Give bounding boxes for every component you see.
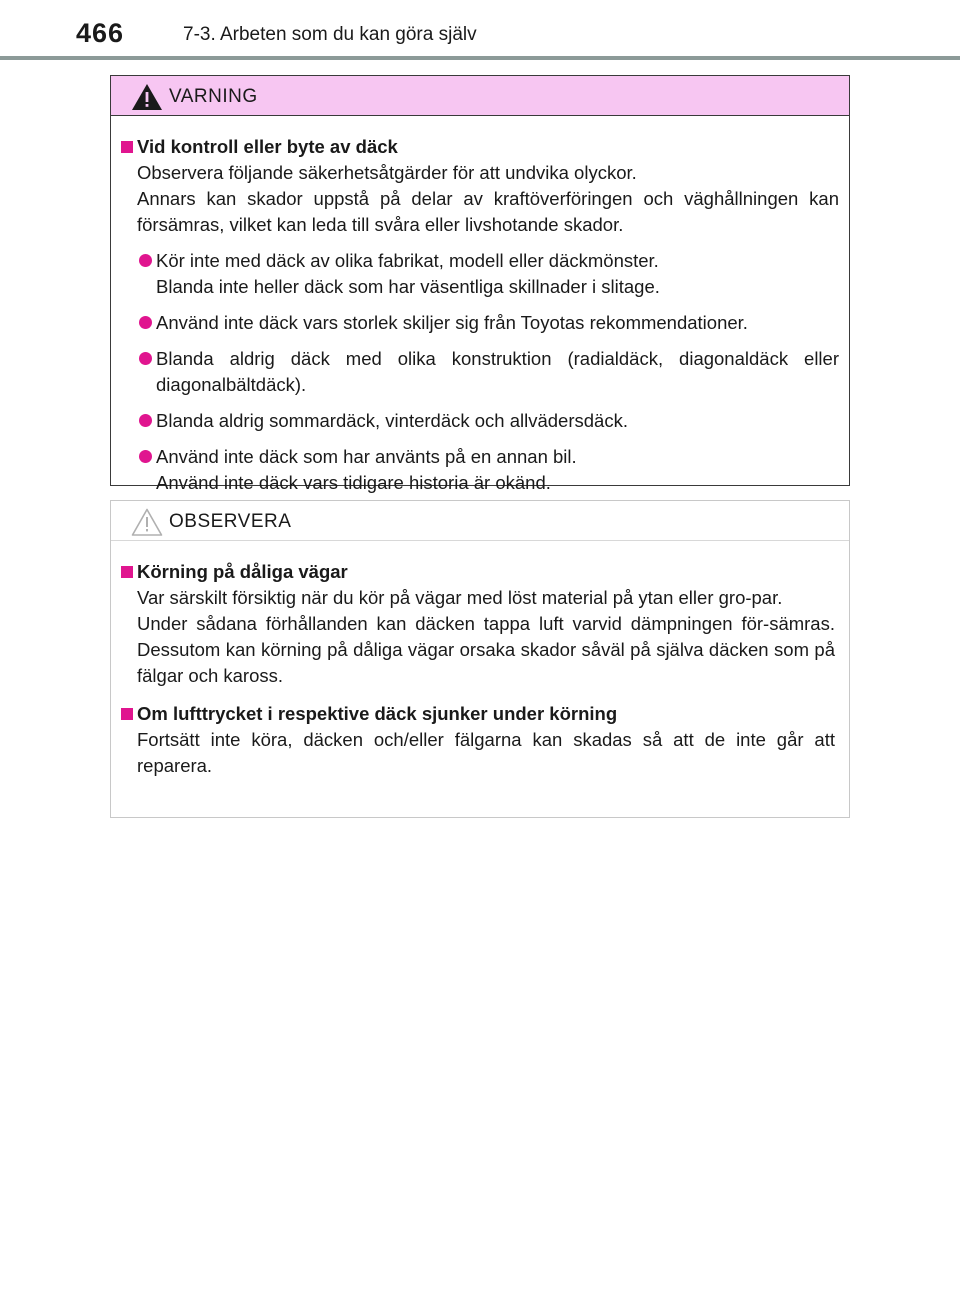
notice-box xyxy=(110,500,850,818)
notice-title: OBSERVERA xyxy=(169,511,292,532)
notice-body xyxy=(111,541,849,779)
notice-section-heading: Om lufttrycket i respektive däck sjunker under körning xyxy=(119,701,835,727)
notice-section-heading: Körning på dåliga vägar xyxy=(119,559,835,585)
header-rule xyxy=(0,56,960,60)
warning-triangle-filled-icon xyxy=(131,82,163,112)
round-bullet-icon xyxy=(139,254,152,267)
page-header xyxy=(0,0,960,60)
section-title: 7-3. Arbeten som du kan göra själv xyxy=(183,24,477,45)
warning-header xyxy=(111,76,849,116)
warning-body xyxy=(111,116,849,496)
warning-bullet-item: Använd inte däck som har använts på en annan bil. Använd inte däck vars tidigare historia är okänd. xyxy=(119,444,839,496)
square-bullet-icon xyxy=(121,141,133,153)
warning-bullet-item: Använd inte däck vars storlek skiljer sig från Toyotas rekommendationer. xyxy=(119,310,839,336)
warning-bullet-item: Kör inte med däck av olika fabrikat, modell eller däckmönster. Blanda inte heller däck som har väsentliga skillnader i slitage. xyxy=(119,248,839,300)
warning-bullet-item: Blanda aldrig sommardäck, vinterdäck och allvädersdäck. xyxy=(119,408,839,434)
round-bullet-icon xyxy=(139,352,152,365)
round-bullet-icon xyxy=(139,450,152,463)
notice-section-text: Var särskilt försiktig när du kör på vägar med löst material på ytan eller gro-par. Under sådana förhållanden kan däcken tappa luft varvid dämpningen för-sämras. Dessutom kan körning på dåliga vägar orsaka skador såväl på själva däcken som på fälgar och kaross. xyxy=(137,587,835,686)
page-number: 466 xyxy=(76,18,125,48)
round-bullet-icon xyxy=(139,414,152,427)
notice-header xyxy=(111,501,849,541)
warning-intro: Observera följande säkerhetsåtgärder för att undvika olyckor. Annars kan skador uppstå på delar av kraftöverföringen och väghållningen kan försämras, vilket kan leda till svåra eller livshotande skador. xyxy=(137,162,839,235)
square-bullet-icon xyxy=(121,566,133,578)
warning-section-heading: Vid kontroll eller byte av däck xyxy=(119,134,839,160)
warning-box xyxy=(110,75,850,493)
square-bullet-icon xyxy=(121,708,133,720)
warning-title: VARNING xyxy=(169,86,258,107)
round-bullet-icon xyxy=(139,316,152,329)
warning-triangle-outline-icon xyxy=(131,507,163,537)
notice-section-text: Fortsätt inte köra, däcken och/eller fälgarna kan skadas så att de inte går att reparera. xyxy=(137,729,835,776)
warning-bullet-item: Blanda aldrig däck med olika konstruktion (radialdäck, diagonaldäck eller diagonalbältdäck). xyxy=(119,346,839,398)
